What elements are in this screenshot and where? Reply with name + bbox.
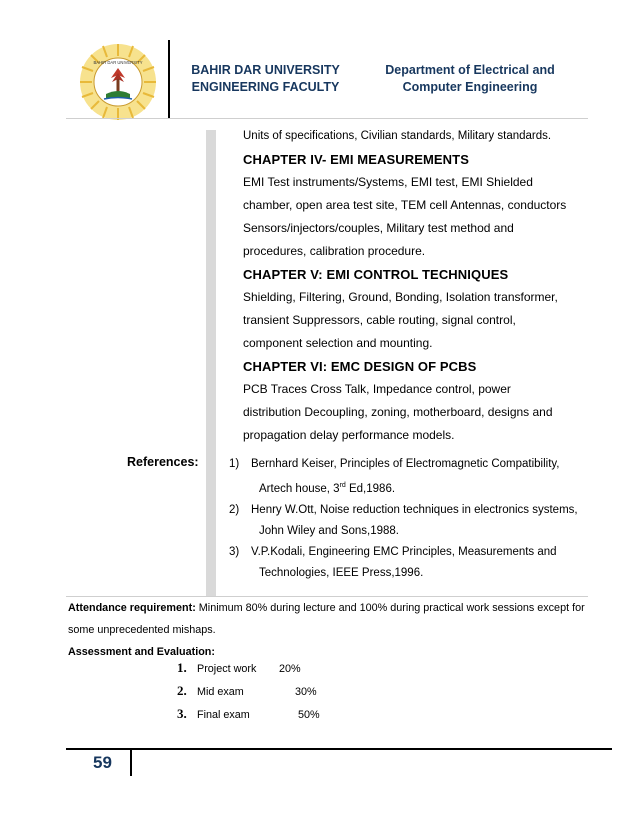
attendance-text: Minimum 80% during lecture and 100% during practical work sessions except for bbox=[195, 602, 585, 614]
assessment-number: 1. bbox=[177, 660, 187, 675]
assessment-number: 2. bbox=[177, 683, 187, 698]
assessment-number: 3. bbox=[177, 706, 187, 721]
chapter-4-line: EMI Test instruments/Systems, EMI test, EMI Shielded bbox=[243, 175, 533, 189]
references-list bbox=[229, 454, 578, 584]
reference-item bbox=[229, 500, 578, 521]
assessment-list bbox=[177, 657, 320, 726]
reference-item-continuation: John Wiley and Sons,1988. bbox=[259, 524, 400, 537]
assessment-item bbox=[177, 680, 320, 703]
reference-text: Artech house, 3 bbox=[259, 482, 340, 495]
reference-number: 3) bbox=[229, 545, 240, 558]
assessment-weight: 50% bbox=[298, 709, 320, 721]
chapter-6-line: propagation delay performance models. bbox=[243, 428, 455, 442]
assessment-item bbox=[177, 657, 320, 680]
assessment-weight: 30% bbox=[295, 686, 317, 698]
intro-line: Units of specifications, Civilian standards, Military standards. bbox=[243, 130, 552, 142]
reference-superscript: rd bbox=[339, 482, 346, 489]
university-title bbox=[178, 62, 353, 96]
header-divider bbox=[168, 40, 170, 118]
reference-item-continuation: Technologies, IEEE Press,1996. bbox=[259, 566, 424, 579]
reference-number: 2) bbox=[229, 503, 240, 516]
reference-number: 1) bbox=[229, 458, 240, 470]
chapter-5-title: CHAPTER V: EMI CONTROL TECHNIQUES bbox=[243, 267, 509, 282]
chapter-4-line: chamber, open area test site, TEM cell Antennas, conductors bbox=[243, 198, 567, 212]
reference-text: Henry W.Ott, Noise reduction techniques in electronics systems, bbox=[251, 503, 578, 516]
footer-rule bbox=[66, 748, 612, 750]
assessment-label: Assessment and Evaluation: bbox=[68, 646, 216, 658]
page-number: 59 bbox=[93, 753, 112, 772]
department-line-1: Department of Electrical and bbox=[385, 63, 555, 77]
assessment-name: Final exam bbox=[197, 709, 250, 721]
chapter-6-line: PCB Traces Cross Talk, Impedance control, power bbox=[243, 382, 511, 396]
attendance-section bbox=[68, 599, 590, 662]
assessment-item bbox=[177, 703, 320, 726]
chapter-5-line: component selection and mounting. bbox=[243, 336, 433, 350]
attendance-label: Attendance requirement: bbox=[68, 602, 196, 614]
chapter-6-line: distribution Decoupling, zoning, motherboard, designs and bbox=[243, 405, 553, 419]
table-column-shading bbox=[206, 130, 216, 596]
reference-text: Bernhard Keiser, Principles of Electromagnetic Compatibility, bbox=[251, 458, 560, 470]
course-content bbox=[243, 125, 593, 447]
chapter-4-title: CHAPTER IV- EMI MEASUREMENTS bbox=[243, 152, 469, 167]
assessment-weight: 20% bbox=[279, 663, 301, 675]
department-title bbox=[360, 62, 580, 96]
assessment-name: Mid exam bbox=[197, 686, 244, 698]
reference-text: Ed,1986. bbox=[345, 482, 396, 495]
reference-item bbox=[229, 542, 578, 563]
department-line-2: Computer Engineering bbox=[402, 80, 538, 94]
university-logo bbox=[78, 42, 158, 122]
reference-item-continuation bbox=[229, 475, 578, 500]
header-rule bbox=[66, 118, 588, 119]
assessment-name: Project work bbox=[197, 663, 257, 675]
chapter-5-line: Shielding, Filtering, Ground, Bonding, Isolation transformer, bbox=[243, 290, 558, 304]
attendance-line-1 bbox=[68, 599, 590, 618]
logo-text: BAHIR DAR UNIVERSITY bbox=[93, 60, 143, 65]
reference-item bbox=[229, 454, 578, 475]
chapter-4-line: procedures, calibration procedure. bbox=[243, 244, 426, 258]
reference-text: V.P.Kodali, Engineering EMC Principles, Measurements and bbox=[251, 545, 557, 558]
university-name: BAHIR DAR UNIVERSITY bbox=[191, 63, 340, 77]
chapter-4-line: Sensors/injectors/couples, Military test method and bbox=[243, 221, 514, 235]
references-label: References: bbox=[127, 455, 199, 469]
section-rule bbox=[66, 596, 588, 597]
chapter-5-line: transient Suppressors, cable routing, signal control, bbox=[243, 313, 516, 327]
footer-divider bbox=[130, 750, 132, 776]
chapter-6-title: CHAPTER VI: EMC DESIGN OF PCBS bbox=[243, 359, 477, 374]
attendance-line-2: some unprecedented mishaps. bbox=[68, 624, 216, 636]
faculty-name: ENGINEERING FACULTY bbox=[191, 80, 340, 94]
